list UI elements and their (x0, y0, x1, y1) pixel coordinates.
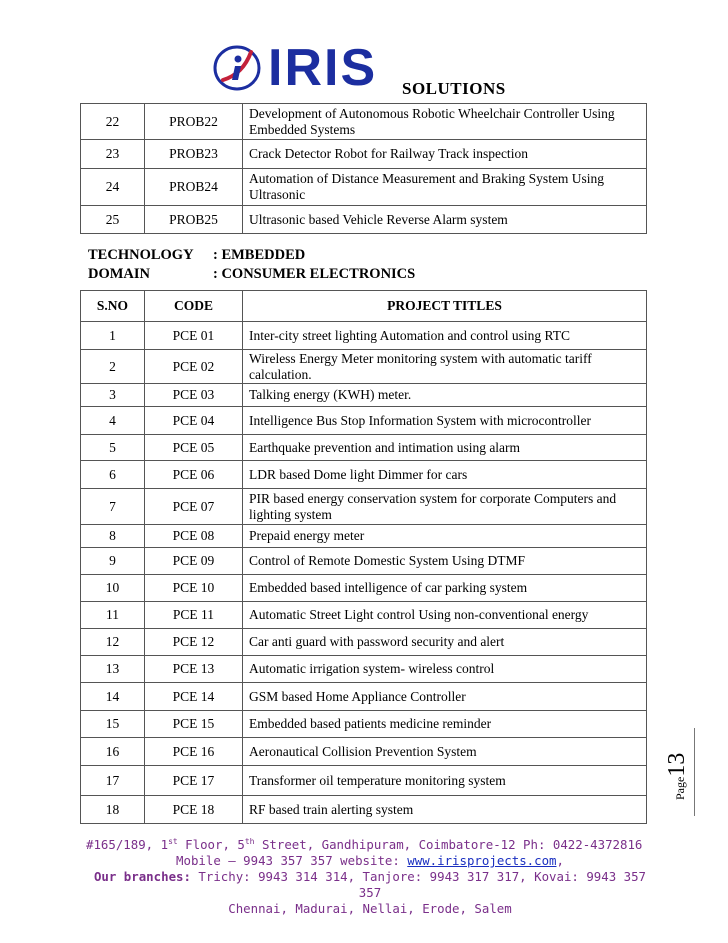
table-row (81, 548, 647, 575)
row-code: PCE 08 (145, 525, 243, 548)
table-row (81, 525, 647, 548)
table-row (81, 575, 647, 602)
header-title: PROJECT TITLES (243, 291, 647, 322)
footer-branches: Our branches: Trichy: 9943 314 314, Tanjore: 9943 317 317, Kovai: 9943 357 357 (93, 869, 647, 901)
row-code: PCE 07 (145, 489, 243, 525)
row-title: Transformer oil temperature monitoring system (243, 766, 647, 796)
row-code: PCE 17 (145, 766, 243, 796)
row-number: 18 (81, 796, 145, 824)
footer-address: #165/189, 1st Floor, 5th Street, Gandhipuram, Coimbatore-12 Ph: 0422-4372816 (86, 837, 643, 853)
table-row (81, 350, 647, 384)
row-number: 14 (81, 683, 145, 711)
row-code: PROB25 (145, 206, 243, 234)
row-title: Automatic irrigation system- wireless control (243, 656, 647, 683)
table-row (81, 766, 647, 796)
row-number: 22 (81, 104, 145, 140)
row-code: PCE 12 (145, 629, 243, 656)
row-number: 16 (81, 738, 145, 766)
table-row (81, 796, 647, 824)
row-code: PCE 09 (145, 548, 243, 575)
table-row (81, 489, 647, 525)
row-number: 9 (81, 548, 145, 575)
header-code: CODE (145, 291, 243, 322)
row-title: Automatic Street Light control Using non-conventional energy (243, 602, 647, 629)
row-code: PCE 01 (145, 322, 243, 350)
row-code: PCE 14 (145, 683, 243, 711)
table-header-row (81, 291, 647, 322)
table-row (81, 461, 647, 489)
logo-text: IRIS (268, 39, 378, 97)
row-title: Car anti guard with password security and alert (243, 629, 647, 656)
row-number: 7 (81, 489, 145, 525)
table-row (81, 711, 647, 738)
table-row (81, 602, 647, 629)
row-code: PCE 10 (145, 575, 243, 602)
domain-line (88, 265, 415, 284)
page-word: Page (673, 776, 687, 800)
row-number: 11 (81, 602, 145, 629)
row-title: Prepaid energy meter (243, 525, 647, 548)
row-title: Talking energy (KWH) meter. (243, 384, 647, 407)
projects-table (80, 290, 647, 824)
row-code: PCE 13 (145, 656, 243, 683)
table-row (81, 407, 647, 435)
row-title: Control of Remote Domestic System Using DTMF (243, 548, 647, 575)
row-code: PCE 04 (145, 407, 243, 435)
row-number: 12 (81, 629, 145, 656)
row-number: 5 (81, 435, 145, 461)
row-code: PCE 15 (145, 711, 243, 738)
row-title: Earthquake prevention and intimation using alarm (243, 435, 647, 461)
row-number: 2 (81, 350, 145, 384)
row-number: 10 (81, 575, 145, 602)
row-title: Development of Autonomous Robotic Wheelchair Controller Using Embedded Systems (243, 104, 647, 140)
row-title: GSM based Home Appliance Controller (243, 683, 647, 711)
row-number: 17 (81, 766, 145, 796)
table-row (81, 435, 647, 461)
row-title: Crack Detector Robot for Railway Track inspection (243, 140, 647, 169)
table-row (81, 140, 647, 169)
technology-domain-block (88, 246, 415, 284)
row-title: Inter-city street lighting Automation and control using RTC (243, 322, 647, 350)
footer-branches-cities: Chennai, Madurai, Nellai, Erode, Salem (228, 901, 512, 917)
row-code: PCE 16 (145, 738, 243, 766)
row-number: 3 (81, 384, 145, 407)
row-title: Embedded based intelligence of car parking system (243, 575, 647, 602)
iris-logo-icon (213, 44, 261, 92)
footer (80, 834, 660, 917)
row-title: Ultrasonic based Vehicle Reverse Alarm system (243, 206, 647, 234)
row-code: PROB24 (145, 169, 243, 206)
footer-contact: Mobile – 9943 357 357 website: www.irisprojects.com, (176, 853, 564, 869)
row-title: Automation of Distance Measurement and Braking System Using Ultrasonic (243, 169, 647, 206)
table-row (81, 206, 647, 234)
table-row (81, 683, 647, 711)
technology-label: TECHNOLOGY (88, 247, 194, 263)
top-projects-table (80, 103, 647, 234)
row-title: RF based train alerting system (243, 796, 647, 824)
row-number: 25 (81, 206, 145, 234)
row-number: 13 (81, 656, 145, 683)
row-code: PCE 06 (145, 461, 243, 489)
table-row (81, 384, 647, 407)
row-number: 24 (81, 169, 145, 206)
table-row (81, 656, 647, 683)
table-row (81, 169, 647, 206)
row-title: Intelligence Bus Stop Information System with microcontroller (243, 407, 647, 435)
table-row (81, 322, 647, 350)
table-row (81, 104, 647, 140)
logo-subtitle: SOLUTIONS (402, 79, 506, 98)
row-number: 1 (81, 322, 145, 350)
row-title: PIR based energy conservation system for corporate Computers and lighting system (243, 489, 647, 525)
domain-label: DOMAIN (88, 266, 151, 282)
row-title: Embedded based patients medicine reminder (243, 711, 647, 738)
website-link[interactable]: www.irisprojects.com (407, 853, 557, 869)
row-number: 15 (81, 711, 145, 738)
domain-value: : CONSUMER ELECTRONICS (213, 266, 416, 282)
row-code: PCE 11 (145, 602, 243, 629)
row-number: 4 (81, 407, 145, 435)
page-divider (694, 728, 695, 816)
row-code: PCE 18 (145, 796, 243, 824)
page-number-value: 13 (664, 752, 690, 777)
row-number: 6 (81, 461, 145, 489)
row-code: PCE 03 (145, 384, 243, 407)
table-row (81, 629, 647, 656)
page-number (664, 738, 690, 800)
branches-label: Our branches: (93, 869, 191, 885)
row-title: Wireless Energy Meter monitoring system with automatic tariff calculation. (243, 350, 647, 384)
technology-value: : EMBEDDED (213, 247, 306, 263)
row-number: 8 (81, 525, 145, 548)
technology-line (88, 246, 415, 265)
row-code: PCE 02 (145, 350, 243, 384)
header-sno: S.NO (81, 291, 145, 322)
table-row (81, 738, 647, 766)
row-title: LDR based Dome light Dimmer for cars (243, 461, 647, 489)
row-code: PCE 05 (145, 435, 243, 461)
row-title: Aeronautical Collision Prevention System (243, 738, 647, 766)
iris-logo (213, 39, 513, 102)
row-number: 23 (81, 140, 145, 169)
row-code: PROB23 (145, 140, 243, 169)
row-code: PROB22 (145, 104, 243, 140)
